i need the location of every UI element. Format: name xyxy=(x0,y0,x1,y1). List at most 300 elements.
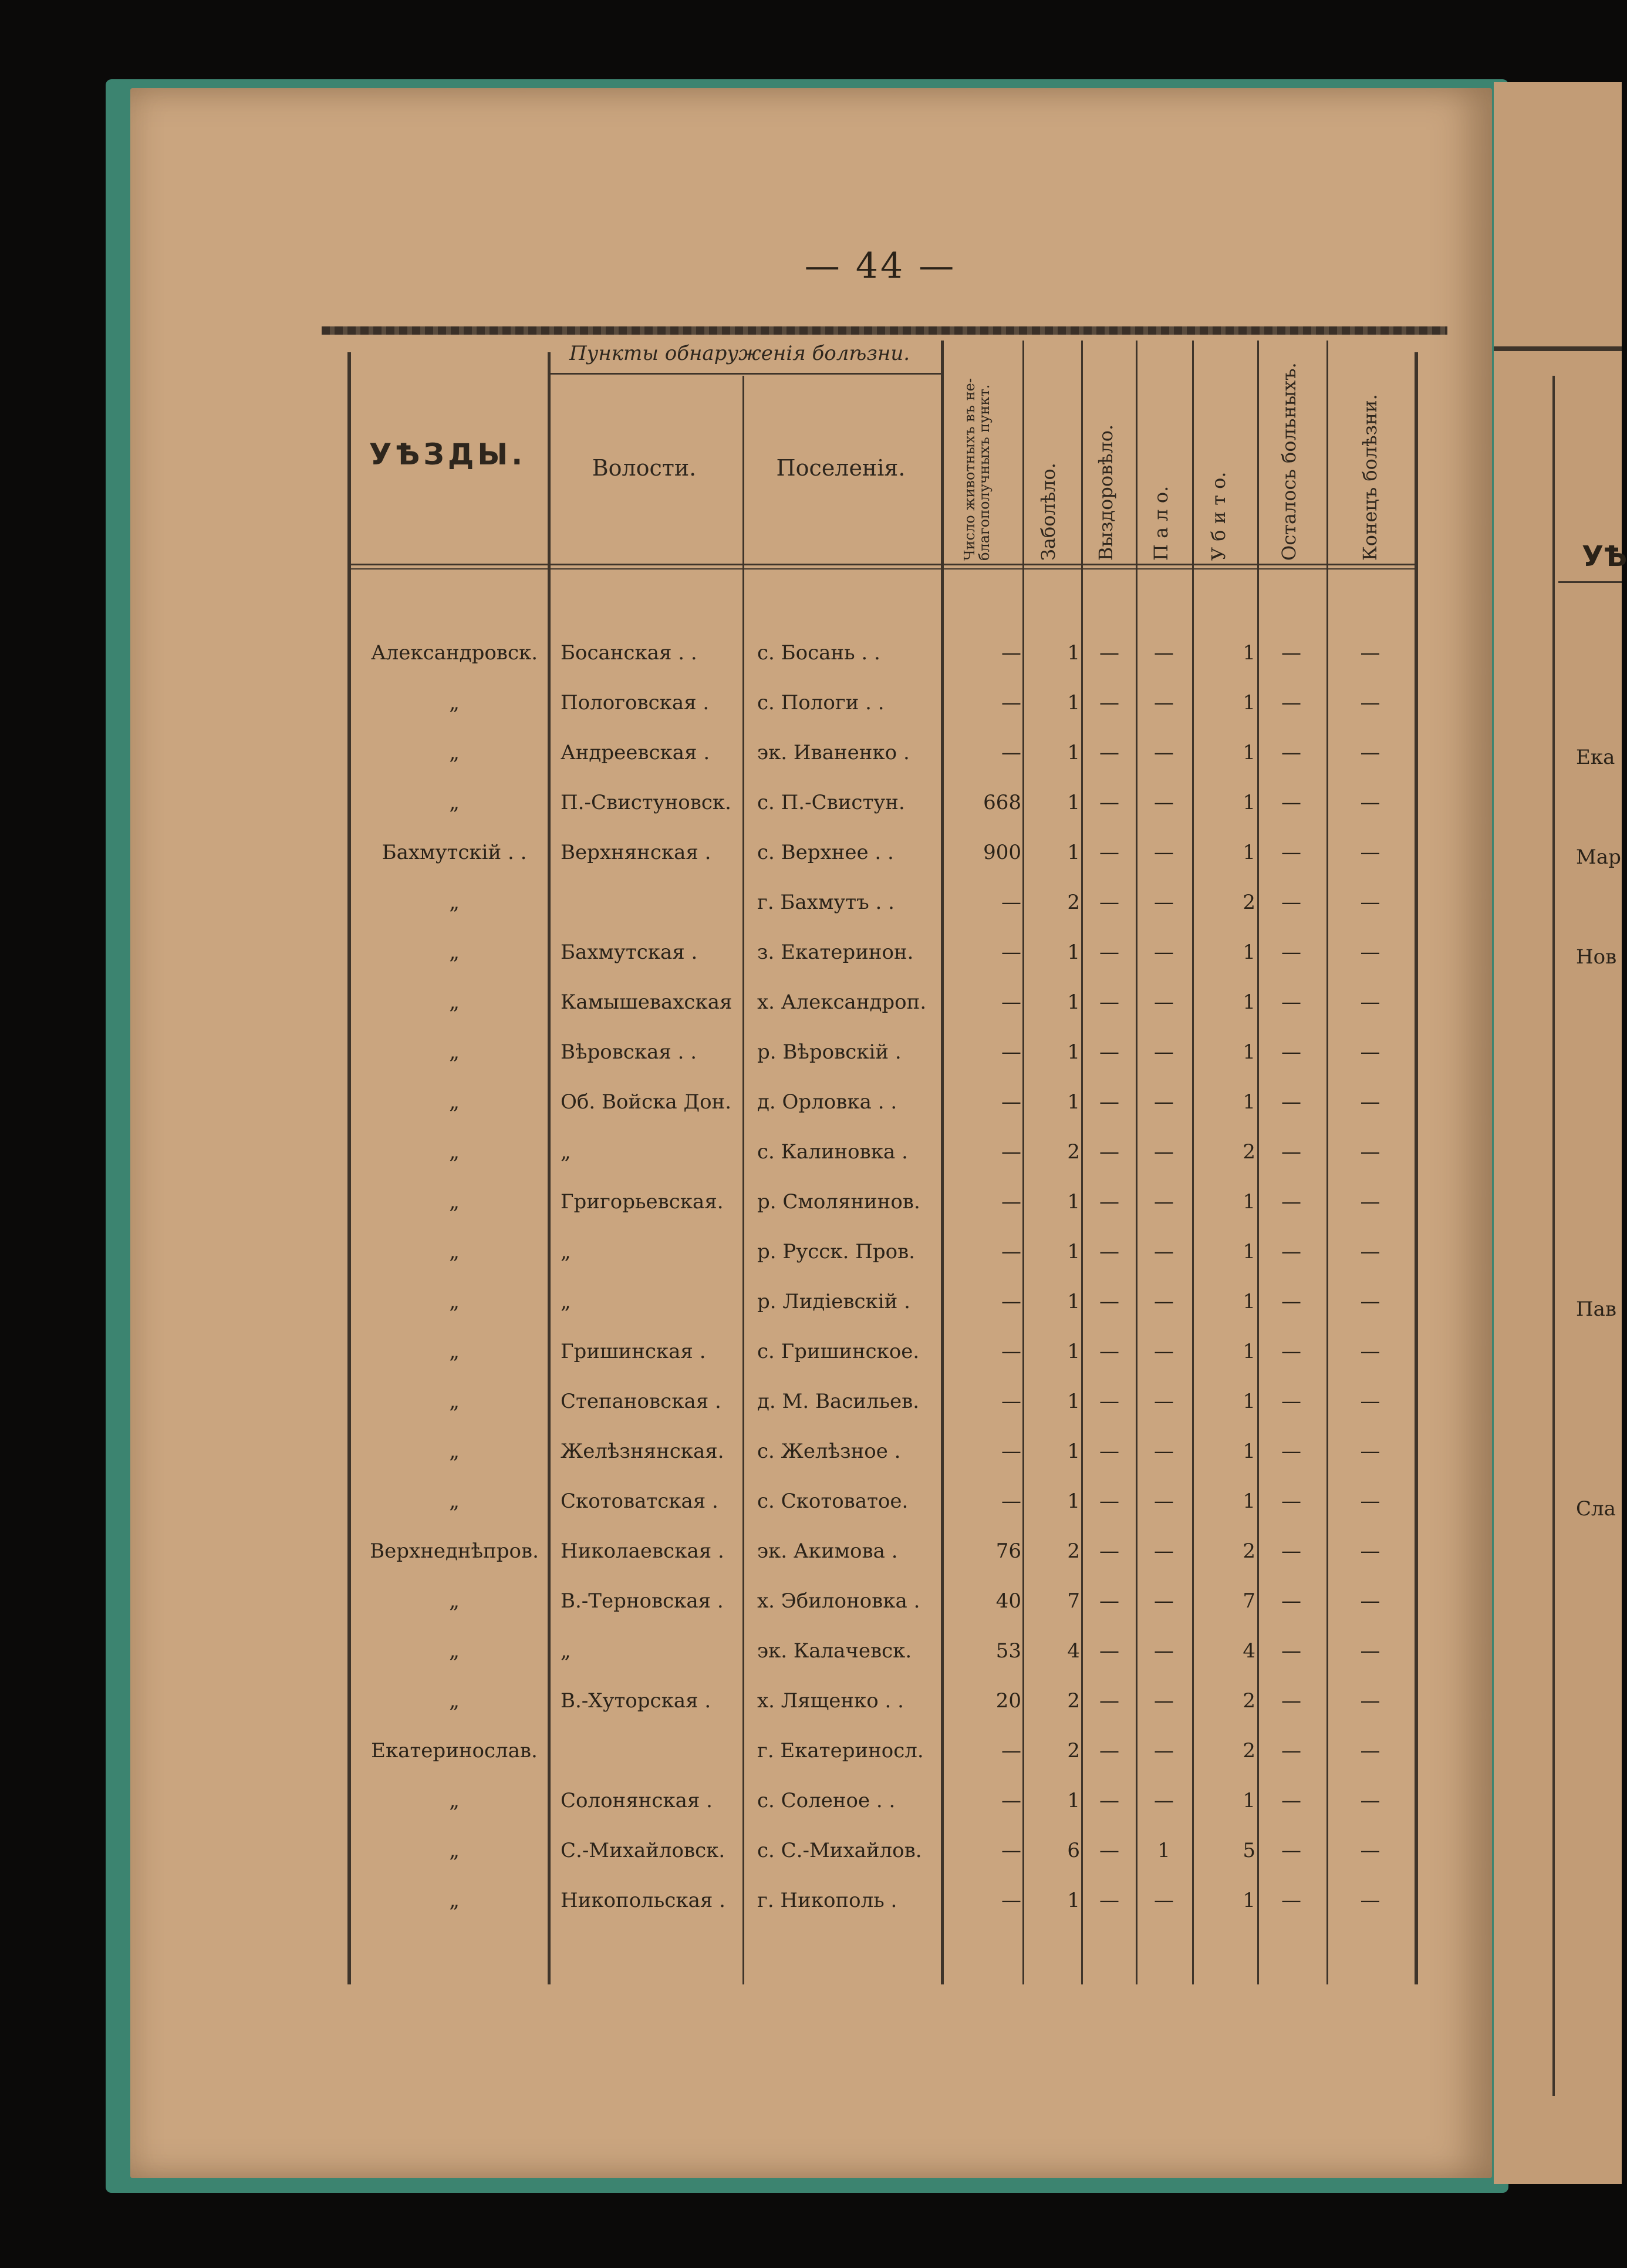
header-group-title: Пункты обнаруженія болѣзни. xyxy=(569,342,910,365)
cell-uezd: „ xyxy=(449,1390,460,1413)
cell-volost: „ xyxy=(561,1240,571,1263)
cell-poselenie: с. Пологи . . xyxy=(757,691,885,715)
cell-vyzdorovelo: — xyxy=(1099,841,1119,864)
cell-vyzdorovelo: — xyxy=(1099,891,1119,914)
cell-zabolelo: 2 xyxy=(1067,1739,1080,1762)
cell-vyzdorovelo: — xyxy=(1099,1839,1119,1862)
cell-poselenie: эк. Акимова . xyxy=(757,1539,898,1563)
cell-volost: Степановская . xyxy=(561,1390,721,1413)
cell-ostalos: — xyxy=(1281,1440,1301,1463)
cell-ubito: 1 xyxy=(1243,1090,1255,1114)
table-row xyxy=(0,1583,1622,1619)
cell-konets: — xyxy=(1360,1340,1380,1363)
cell-zabolelo: 2 xyxy=(1067,891,1080,914)
header-zabolelo: Заболѣло. xyxy=(1037,463,1059,561)
cell-konets: — xyxy=(1360,1889,1380,1912)
cell-poselenie: с. Соленое . . xyxy=(757,1789,896,1812)
cell-ubito: 1 xyxy=(1243,1340,1255,1363)
cell-ostalos: — xyxy=(1281,1489,1301,1513)
cell-ubito: 2 xyxy=(1243,891,1255,914)
cell-poselenie: с. Босань . . xyxy=(757,641,880,665)
header-ubito: У б и т о. xyxy=(1207,471,1230,561)
cell-ubito: 1 xyxy=(1243,1190,1255,1214)
cell-chislo: 900 xyxy=(983,841,1021,864)
cell-palo: — xyxy=(1154,1240,1174,1263)
cell-vyzdorovelo: — xyxy=(1099,1440,1119,1463)
cell-zabolelo: 2 xyxy=(1067,1539,1080,1563)
cell-vyzdorovelo: — xyxy=(1099,1340,1119,1363)
header-konets-bolezni: Конецъ болѣзни. xyxy=(1359,394,1381,561)
cell-vyzdorovelo: — xyxy=(1099,1140,1119,1164)
cell-ostalos: — xyxy=(1281,1839,1301,1862)
cell-uezd: „ xyxy=(449,1589,460,1613)
cell-chislo: — xyxy=(1001,1040,1021,1064)
cell-poselenie: с. П.-Свистун. xyxy=(757,791,905,814)
cell-uezd: „ xyxy=(449,1689,460,1713)
cell-volost: Об. Войска Дон. xyxy=(561,1090,732,1114)
cell-ubito: 1 xyxy=(1243,1489,1255,1513)
header-ostalos-bolnyh: Осталось больныхъ. xyxy=(1278,362,1300,561)
cell-konets: — xyxy=(1360,1240,1380,1263)
cell-zabolelo: 1 xyxy=(1067,1090,1080,1114)
cell-palo: — xyxy=(1154,1340,1174,1363)
cell-ostalos: — xyxy=(1281,1889,1301,1912)
right-page xyxy=(1494,82,1627,2184)
cell-vyzdorovelo: — xyxy=(1099,1789,1119,1812)
cell-ostalos: — xyxy=(1281,891,1301,914)
cell-chislo: — xyxy=(1001,1340,1021,1363)
cell-zabolelo: 1 xyxy=(1067,741,1080,764)
cell-volost: Гришинская . xyxy=(561,1340,706,1363)
cell-palo: — xyxy=(1154,741,1174,764)
cell-konets: — xyxy=(1360,1140,1380,1164)
cell-palo: 1 xyxy=(1157,1839,1170,1862)
cell-ubito: 1 xyxy=(1243,1040,1255,1064)
cell-ostalos: — xyxy=(1281,1140,1301,1164)
cell-ostalos: — xyxy=(1281,1739,1301,1762)
cell-palo: — xyxy=(1154,1090,1174,1114)
cell-uezd: „ xyxy=(449,1190,460,1214)
cell-palo: — xyxy=(1154,1739,1174,1762)
cell-poselenie: г. Бахмутъ . . xyxy=(757,891,894,914)
cell-poselenie: с. Скотоватое. xyxy=(757,1489,909,1513)
cell-poselenie: с. Гришинское. xyxy=(757,1340,920,1363)
cell-ostalos: — xyxy=(1281,990,1301,1014)
cell-chislo: — xyxy=(1001,891,1021,914)
cell-chislo: — xyxy=(1001,1739,1021,1762)
cell-palo: — xyxy=(1154,990,1174,1014)
cell-uezd: „ xyxy=(449,1340,460,1363)
cell-konets: — xyxy=(1360,1090,1380,1114)
cell-zabolelo: 7 xyxy=(1067,1589,1080,1613)
table-row xyxy=(0,1084,1622,1120)
cell-volost: Босанская . . xyxy=(561,641,697,665)
cell-volost: Желѣзнянская. xyxy=(561,1440,724,1463)
cell-ostalos: — xyxy=(1281,1190,1301,1214)
cell-ostalos: — xyxy=(1281,691,1301,715)
cell-uezd: „ xyxy=(449,1839,460,1862)
page-number: — 44 — xyxy=(804,245,957,287)
cell-ubito: 1 xyxy=(1243,1240,1255,1263)
cell-konets: — xyxy=(1360,691,1380,715)
cell-vyzdorovelo: — xyxy=(1099,1190,1119,1214)
cell-palo: — xyxy=(1154,1539,1174,1563)
cell-vyzdorovelo: — xyxy=(1099,990,1119,1014)
cell-palo: — xyxy=(1154,941,1174,964)
cell-zabolelo: 1 xyxy=(1067,1489,1080,1513)
cell-uezd: „ xyxy=(449,1889,460,1912)
cell-chislo: — xyxy=(1001,990,1021,1014)
cell-zabolelo: 1 xyxy=(1067,1390,1080,1413)
table-row xyxy=(0,1334,1622,1369)
cell-zabolelo: 1 xyxy=(1067,990,1080,1014)
right-page-header: УѢ xyxy=(1582,540,1627,573)
cell-palo: — xyxy=(1154,641,1174,665)
cell-ubito: 1 xyxy=(1243,1390,1255,1413)
cell-chislo: — xyxy=(1001,1140,1021,1164)
cell-ubito: 2 xyxy=(1243,1539,1255,1563)
table-row xyxy=(0,1434,1622,1469)
cell-volost: П.-Свистуновск. xyxy=(561,791,731,814)
cell-volost: Николаевская . xyxy=(561,1539,724,1563)
cell-zabolelo: 1 xyxy=(1067,1340,1080,1363)
cell-chislo: — xyxy=(1001,1240,1021,1263)
cell-ostalos: — xyxy=(1281,1040,1301,1064)
cell-konets: — xyxy=(1360,1390,1380,1413)
cell-ubito: 5 xyxy=(1243,1839,1255,1862)
cell-volost: „ xyxy=(561,1140,571,1164)
cell-vyzdorovelo: — xyxy=(1099,1589,1119,1613)
cell-uezd: „ xyxy=(449,1240,460,1263)
cell-uezd: Екатеринослав. xyxy=(371,1739,538,1762)
cell-uezd: „ xyxy=(449,990,460,1014)
cell-palo: — xyxy=(1154,791,1174,814)
cell-ubito: 1 xyxy=(1243,1789,1255,1812)
cell-konets: — xyxy=(1360,791,1380,814)
cell-vyzdorovelo: — xyxy=(1099,791,1119,814)
cell-poselenie: с. Калиновка . xyxy=(757,1140,908,1164)
table-row xyxy=(0,785,1622,820)
cell-ubito: 1 xyxy=(1243,1290,1255,1313)
table-row xyxy=(0,685,1622,720)
cell-konets: — xyxy=(1360,1839,1380,1862)
group-header-underline xyxy=(549,373,942,375)
table-row xyxy=(0,735,1622,770)
cell-vyzdorovelo: — xyxy=(1099,1240,1119,1263)
cell-chislo: 20 xyxy=(995,1689,1021,1713)
cell-volost: Камышевахская xyxy=(561,990,733,1014)
cell-zabolelo: 1 xyxy=(1067,841,1080,864)
cell-ubito: 1 xyxy=(1243,841,1255,864)
cell-palo: — xyxy=(1154,1390,1174,1413)
cell-poselenie: д. Орловка . . xyxy=(757,1090,897,1114)
table-row xyxy=(0,885,1622,920)
cell-ubito: 1 xyxy=(1243,1889,1255,1912)
table-row xyxy=(0,1833,1622,1868)
cell-chislo: — xyxy=(1001,1489,1021,1513)
cell-poselenie: х. Александроп. xyxy=(757,990,927,1014)
cell-chislo: — xyxy=(1001,1190,1021,1214)
cell-volost: С.-Михайловск. xyxy=(561,1839,725,1862)
cell-uezd: „ xyxy=(449,1040,460,1064)
right-page-label: Мар xyxy=(1576,845,1621,869)
cell-ubito: 1 xyxy=(1243,741,1255,764)
cell-ostalos: — xyxy=(1281,791,1301,814)
cell-konets: — xyxy=(1360,1689,1380,1713)
cell-zabolelo: 1 xyxy=(1067,1290,1080,1313)
cell-volost: Никопольская . xyxy=(561,1889,725,1912)
cell-volost xyxy=(561,885,742,920)
header-volosti: Волости. xyxy=(592,455,697,481)
cell-ubito: 1 xyxy=(1243,641,1255,665)
cell-volost: Солонянская . xyxy=(561,1789,713,1812)
cell-zabolelo: 6 xyxy=(1067,1839,1080,1862)
cell-palo: — xyxy=(1154,1290,1174,1313)
cell-vyzdorovelo: — xyxy=(1099,1040,1119,1064)
cell-uezd: „ xyxy=(449,1140,460,1164)
cell-konets: — xyxy=(1360,741,1380,764)
header-chislo-line2: благополучныхъ пункт. xyxy=(976,384,993,561)
cell-chislo: — xyxy=(1001,941,1021,964)
cell-palo: — xyxy=(1154,691,1174,715)
cell-volost: „ xyxy=(561,1290,571,1313)
cell-chislo: — xyxy=(1001,691,1021,715)
header-chislo-zhivotnyh xyxy=(963,343,992,561)
cell-konets: — xyxy=(1360,1789,1380,1812)
cell-chislo: — xyxy=(1001,1090,1021,1114)
cell-volost: Бахмутская . xyxy=(561,941,698,964)
cell-konets: — xyxy=(1360,1040,1380,1064)
cell-ostalos: — xyxy=(1281,1340,1301,1363)
cell-palo: — xyxy=(1154,1639,1174,1663)
cell-volost: Григорьевская. xyxy=(561,1190,724,1214)
right-page-label: Пав xyxy=(1576,1298,1617,1321)
cell-chislo: — xyxy=(1001,1440,1021,1463)
table-row xyxy=(0,1234,1622,1269)
header-palo: П а л о. xyxy=(1150,486,1172,561)
cell-volost: В.-Хуторская . xyxy=(561,1689,711,1713)
cell-zabolelo: 1 xyxy=(1067,941,1080,964)
cell-poselenie: х. Лященко . . xyxy=(757,1689,904,1713)
cell-ostalos: — xyxy=(1281,1639,1301,1663)
cell-uezd: „ xyxy=(449,1440,460,1463)
header-vyzdorovelo: Выздоровѣло. xyxy=(1095,424,1117,561)
right-page-label: Ека xyxy=(1576,746,1615,769)
cell-ubito: 2 xyxy=(1243,1140,1255,1164)
cell-ubito: 1 xyxy=(1243,791,1255,814)
cell-zabolelo: 1 xyxy=(1067,641,1080,665)
cell-ostalos: — xyxy=(1281,1589,1301,1613)
cell-zabolelo: 2 xyxy=(1067,1689,1080,1713)
header-poseleniya: Поселенія. xyxy=(776,455,906,481)
cell-konets: — xyxy=(1360,891,1380,914)
cell-vyzdorovelo: — xyxy=(1099,1090,1119,1114)
right-page-label: Сла xyxy=(1576,1497,1616,1521)
cell-poselenie: р. Смолянинов. xyxy=(757,1190,920,1214)
cell-palo: — xyxy=(1154,1140,1174,1164)
cell-vyzdorovelo: — xyxy=(1099,1889,1119,1912)
cell-ostalos: — xyxy=(1281,1390,1301,1413)
cell-ubito: 1 xyxy=(1243,941,1255,964)
table-row xyxy=(0,1633,1622,1669)
table-row xyxy=(0,835,1622,870)
cell-konets: — xyxy=(1360,941,1380,964)
table-row xyxy=(0,1484,1622,1519)
table-row xyxy=(0,1134,1622,1170)
cell-zabolelo: 4 xyxy=(1067,1639,1080,1663)
table-row xyxy=(0,1883,1622,1918)
cell-palo: — xyxy=(1154,1889,1174,1912)
cell-palo: — xyxy=(1154,1489,1174,1513)
cell-zabolelo: 1 xyxy=(1067,1190,1080,1214)
cell-ostalos: — xyxy=(1281,1240,1301,1263)
cell-konets: — xyxy=(1360,990,1380,1014)
cell-chislo: 668 xyxy=(983,791,1021,814)
cell-vyzdorovelo: — xyxy=(1099,741,1119,764)
cell-poselenie: эк. Калачевск. xyxy=(757,1639,912,1663)
cell-palo: — xyxy=(1154,1040,1174,1064)
table-row xyxy=(0,1284,1622,1319)
cell-uezd: „ xyxy=(449,741,460,764)
cell-ostalos: — xyxy=(1281,741,1301,764)
cell-palo: — xyxy=(1154,1689,1174,1713)
cell-uezd: „ xyxy=(449,891,460,914)
cell-ubito: 1 xyxy=(1243,1440,1255,1463)
cell-poselenie: эк. Иваненко . xyxy=(757,741,910,764)
cell-zabolelo: 1 xyxy=(1067,691,1080,715)
table-row xyxy=(0,1534,1622,1569)
cell-palo: — xyxy=(1154,891,1174,914)
cell-konets: — xyxy=(1360,841,1380,864)
header-chislo-line1: Число животныхъ въ не- xyxy=(961,378,978,561)
cell-palo: — xyxy=(1154,1589,1174,1613)
cell-palo: — xyxy=(1154,1440,1174,1463)
cell-poselenie: с. Верхнее . . xyxy=(757,841,894,864)
cell-uezd: „ xyxy=(449,1090,460,1114)
cell-ostalos: — xyxy=(1281,841,1301,864)
cell-chislo: — xyxy=(1001,1889,1021,1912)
table-row xyxy=(0,1184,1622,1219)
header-uezdy: УѢЗДЫ. xyxy=(369,437,526,471)
cell-volost xyxy=(561,1733,742,1768)
cell-zabolelo: 1 xyxy=(1067,1440,1080,1463)
cell-vyzdorovelo: — xyxy=(1099,1290,1119,1313)
cell-uezd: Верхнеднѣпров. xyxy=(370,1539,539,1563)
table-row xyxy=(0,635,1622,670)
cell-poselenie: р. Русск. Пров. xyxy=(757,1240,916,1263)
cell-zabolelo: 1 xyxy=(1067,1889,1080,1912)
cell-chislo: — xyxy=(1001,641,1021,665)
cell-konets: — xyxy=(1360,1539,1380,1563)
cell-poselenie: г. Екатериносл. xyxy=(757,1739,924,1762)
cell-uezd: „ xyxy=(449,1290,460,1313)
cell-ostalos: — xyxy=(1281,1689,1301,1713)
cell-konets: — xyxy=(1360,641,1380,665)
cell-uezd: „ xyxy=(449,1489,460,1513)
cell-vyzdorovelo: — xyxy=(1099,1689,1119,1713)
cell-uezd: „ xyxy=(449,1789,460,1812)
cell-konets: — xyxy=(1360,1290,1380,1313)
cell-konets: — xyxy=(1360,1639,1380,1663)
cell-uezd: „ xyxy=(449,691,460,715)
cell-uezd: „ xyxy=(449,1639,460,1663)
cell-palo: — xyxy=(1154,1190,1174,1214)
cell-ubito: 2 xyxy=(1243,1689,1255,1713)
cell-konets: — xyxy=(1360,1489,1380,1513)
cell-ostalos: — xyxy=(1281,1290,1301,1313)
cell-zabolelo: 1 xyxy=(1067,1240,1080,1263)
cell-konets: — xyxy=(1360,1589,1380,1613)
cell-uezd: Бахмутскій . . xyxy=(382,841,527,864)
cell-uezd: Александровск. xyxy=(370,641,538,665)
cell-zabolelo: 1 xyxy=(1067,1040,1080,1064)
header-bottom-rule xyxy=(349,564,1416,565)
cell-poselenie: д. М. Васильев. xyxy=(757,1390,920,1413)
cell-palo: — xyxy=(1154,841,1174,864)
table-row xyxy=(0,985,1622,1020)
table-row xyxy=(0,1733,1622,1768)
table-row xyxy=(0,1034,1622,1070)
cell-uezd: „ xyxy=(449,941,460,964)
cell-ubito: 4 xyxy=(1243,1639,1255,1663)
cell-konets: — xyxy=(1360,1440,1380,1463)
cell-chislo: — xyxy=(1001,1839,1021,1862)
cell-konets: — xyxy=(1360,1739,1380,1762)
cell-poselenie: с. С.-Михайлов. xyxy=(757,1839,922,1862)
cell-volost: Андреевская . xyxy=(561,741,710,764)
cell-vyzdorovelo: — xyxy=(1099,641,1119,665)
cell-chislo: — xyxy=(1001,1290,1021,1313)
table-row xyxy=(0,1783,1622,1818)
cell-volost: „ xyxy=(561,1639,571,1663)
cell-volost: Пологовская . xyxy=(561,691,710,715)
cell-ostalos: — xyxy=(1281,1539,1301,1563)
cell-ostalos: — xyxy=(1281,941,1301,964)
cell-vyzdorovelo: — xyxy=(1099,1539,1119,1563)
cell-chislo: — xyxy=(1001,741,1021,764)
cell-vyzdorovelo: — xyxy=(1099,941,1119,964)
table-row xyxy=(0,1683,1622,1718)
cell-zabolelo: 1 xyxy=(1067,791,1080,814)
table-row xyxy=(0,935,1622,970)
cell-vyzdorovelo: — xyxy=(1099,1639,1119,1663)
cell-volost: В.-Терновская . xyxy=(561,1589,724,1613)
cell-volost: Скотоватская . xyxy=(561,1489,718,1513)
cell-vyzdorovelo: — xyxy=(1099,691,1119,715)
cell-ubito: 7 xyxy=(1243,1589,1255,1613)
cell-vyzdorovelo: — xyxy=(1099,1739,1119,1762)
cell-poselenie: х. Эбилоновка . xyxy=(757,1589,920,1613)
cell-poselenie: з. Екатеринон. xyxy=(757,941,914,964)
cell-konets: — xyxy=(1360,1190,1380,1214)
cell-zabolelo: 2 xyxy=(1067,1140,1080,1164)
cell-vyzdorovelo: — xyxy=(1099,1489,1119,1513)
cell-chislo: 76 xyxy=(995,1539,1021,1563)
cell-ostalos: — xyxy=(1281,1090,1301,1114)
cell-ostalos: — xyxy=(1281,641,1301,665)
cell-poselenie: с. Желѣзное . xyxy=(757,1440,901,1463)
cell-chislo: — xyxy=(1001,1390,1021,1413)
cell-chislo: 40 xyxy=(995,1589,1021,1613)
table-row xyxy=(0,1384,1622,1419)
cell-poselenie: р. Лидіевскій . xyxy=(757,1290,910,1313)
cell-ostalos: — xyxy=(1281,1789,1301,1812)
cell-uezd: „ xyxy=(449,791,460,814)
cell-ubito: 1 xyxy=(1243,990,1255,1014)
cell-poselenie: г. Никополь . xyxy=(757,1889,897,1912)
cell-ubito: 1 xyxy=(1243,691,1255,715)
cell-vyzdorovelo: — xyxy=(1099,1390,1119,1413)
